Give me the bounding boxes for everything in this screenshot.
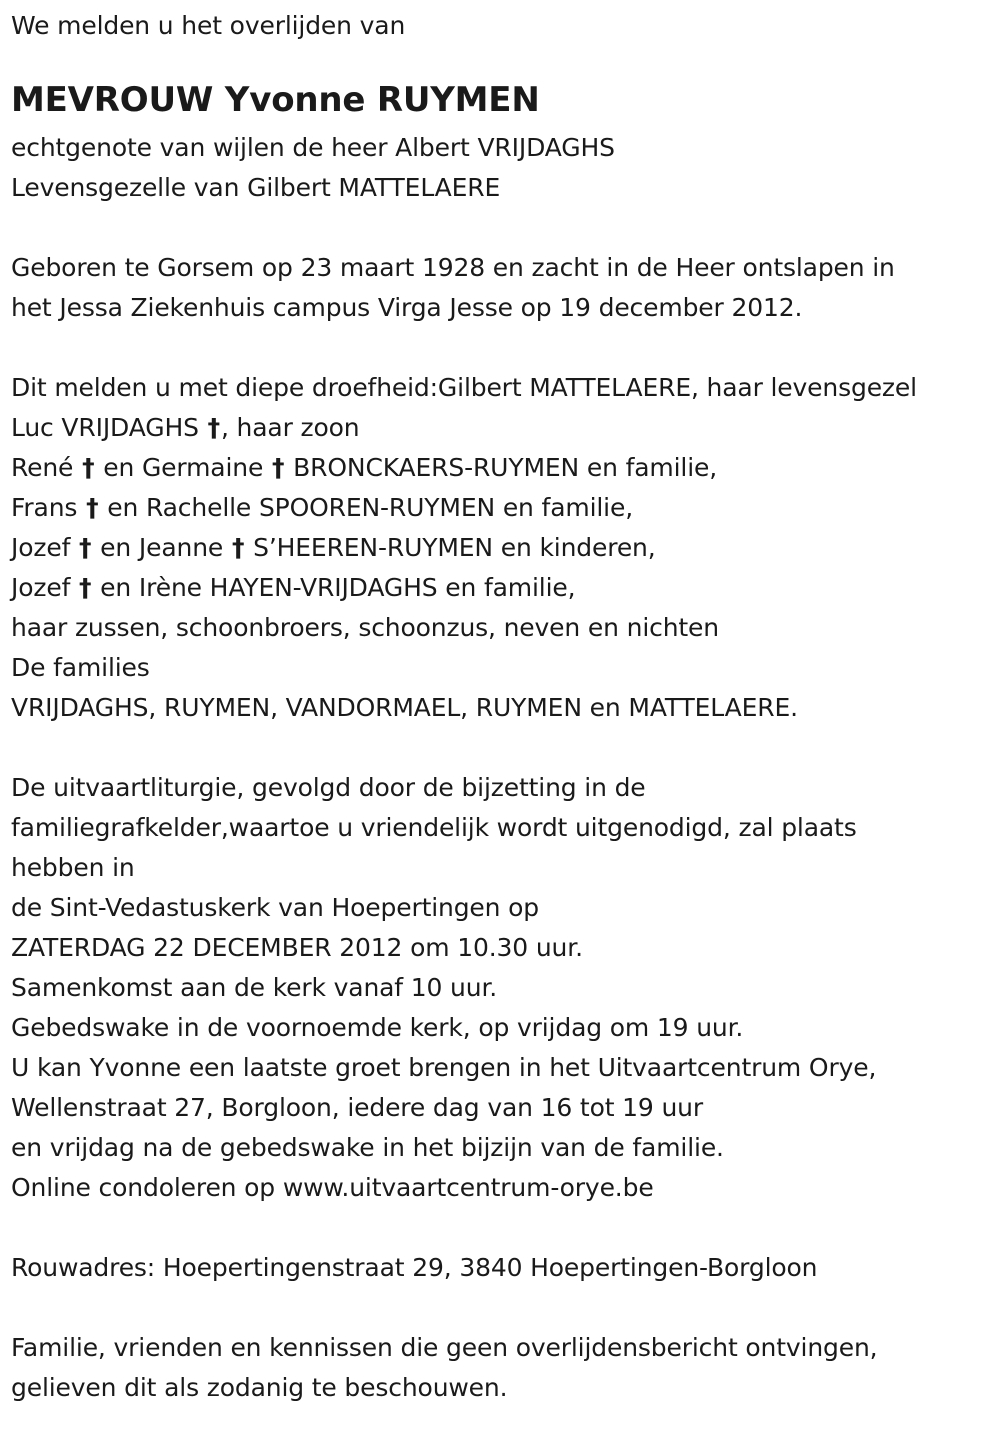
- spacer: [11, 728, 991, 768]
- cross-icon: †: [82, 453, 95, 482]
- relation-spouse: echtgenote van wijlen de heer Albert VRIJDAGHS: [11, 133, 615, 162]
- mourner-text: BRONCKAERS-RUYMEN en familie,: [285, 453, 718, 482]
- mourner-name: Jozef: [11, 533, 79, 562]
- relation-partner: Levensgezelle van Gilbert MATTELAERE: [11, 173, 501, 202]
- funeral-line: familiegrafkelder,waartoe u vriendelijk wordt uitgenodigd, zal plaats: [11, 813, 857, 842]
- mourner-line: [11, 568, 991, 608]
- closing-line: Familie, vrienden en kennissen die geen overlijdensbericht ontvingen,: [11, 1333, 878, 1362]
- funeral-line: en vrijdag na de gebedswake in het bijzijn van de familie.: [11, 1133, 724, 1162]
- spacer: [11, 1288, 991, 1328]
- mourner-text: en Germaine: [95, 453, 271, 482]
- cross-icon: †: [79, 533, 92, 562]
- birth-death-line: het Jessa Ziekenhuis campus Virga Jesse op 19 december 2012.: [11, 293, 803, 322]
- funeral-line: Online condoleren op www.uitvaartcentrum-orye.be: [11, 1173, 654, 1202]
- spacer: [11, 328, 991, 368]
- mourner-name: Frans: [11, 493, 86, 522]
- mourner-line: [11, 528, 991, 568]
- mourner-text: , haar zoon: [220, 413, 360, 442]
- mourner-line: De families: [11, 653, 150, 682]
- deceased-name: MEVROUW Yvonne RUYMEN: [11, 80, 540, 120]
- cross-icon: †: [86, 493, 99, 522]
- spacer: [11, 208, 991, 248]
- mourner-line: haar zussen, schoonbroers, schoonzus, neven en nichten: [11, 613, 719, 642]
- mourner-line: Dit melden u met diepe droefheid:Gilbert MATTELAERE, haar levensgezel: [11, 373, 917, 402]
- mourner-text: en Irène HAYEN-VRIJDAGHS en familie,: [92, 573, 576, 602]
- mourner-line: [11, 488, 991, 528]
- funeral-line: ZATERDAG 22 DECEMBER 2012 om 10.30 uur.: [11, 933, 583, 962]
- intro-text: We melden u het overlijden van: [11, 11, 406, 40]
- spacer: [11, 46, 991, 72]
- closing-line: gelieven dit als zodanig te beschouwen.: [11, 1373, 508, 1402]
- mourner-line: [11, 408, 991, 448]
- mourning-address: Rouwadres: Hoepertingenstraat 29, 3840 Hoepertingen-Borgloon: [11, 1253, 818, 1282]
- obituary-notice: [11, 6, 991, 1408]
- cross-icon: †: [231, 533, 245, 562]
- mourner-text: en Rachelle SPOOREN-RUYMEN en familie,: [99, 493, 633, 522]
- cross-icon: †: [207, 413, 220, 442]
- funeral-line: De uitvaartliturgie, gevolgd door de bijzetting in de: [11, 773, 646, 802]
- mourner-name: René: [11, 453, 82, 482]
- cross-icon: †: [271, 453, 285, 482]
- funeral-line: U kan Yvonne een laatste groet brengen in het Uitvaartcentrum Orye,: [11, 1053, 877, 1082]
- funeral-line: Wellenstraat 27, Borgloon, iedere dag van 16 tot 19 uur: [11, 1093, 704, 1122]
- birth-death-line: Geboren te Gorsem op 23 maart 1928 en zacht in de Heer ontslapen in: [11, 253, 895, 282]
- mourner-line: VRIJDAGHS, RUYMEN, VANDORMAEL, RUYMEN en MATTELAERE.: [11, 693, 798, 722]
- mourner-name: Luc VRIJDAGHS: [11, 413, 207, 442]
- spacer: [11, 1208, 991, 1248]
- funeral-line: Gebedswake in de voornoemde kerk, op vrijdag om 19 uur.: [11, 1013, 744, 1042]
- funeral-line: de Sint-Vedastuskerk van Hoepertingen op: [11, 893, 540, 922]
- funeral-line: Samenkomst aan de kerk vanaf 10 uur.: [11, 973, 498, 1002]
- mourner-name: Jozef: [11, 573, 79, 602]
- mourner-text: S’HEEREN-RUYMEN en kinderen,: [245, 533, 656, 562]
- mourner-line: [11, 448, 991, 488]
- funeral-line: hebben in: [11, 853, 135, 882]
- mourner-text: en Jeanne: [92, 533, 231, 562]
- cross-icon: †: [79, 573, 92, 602]
